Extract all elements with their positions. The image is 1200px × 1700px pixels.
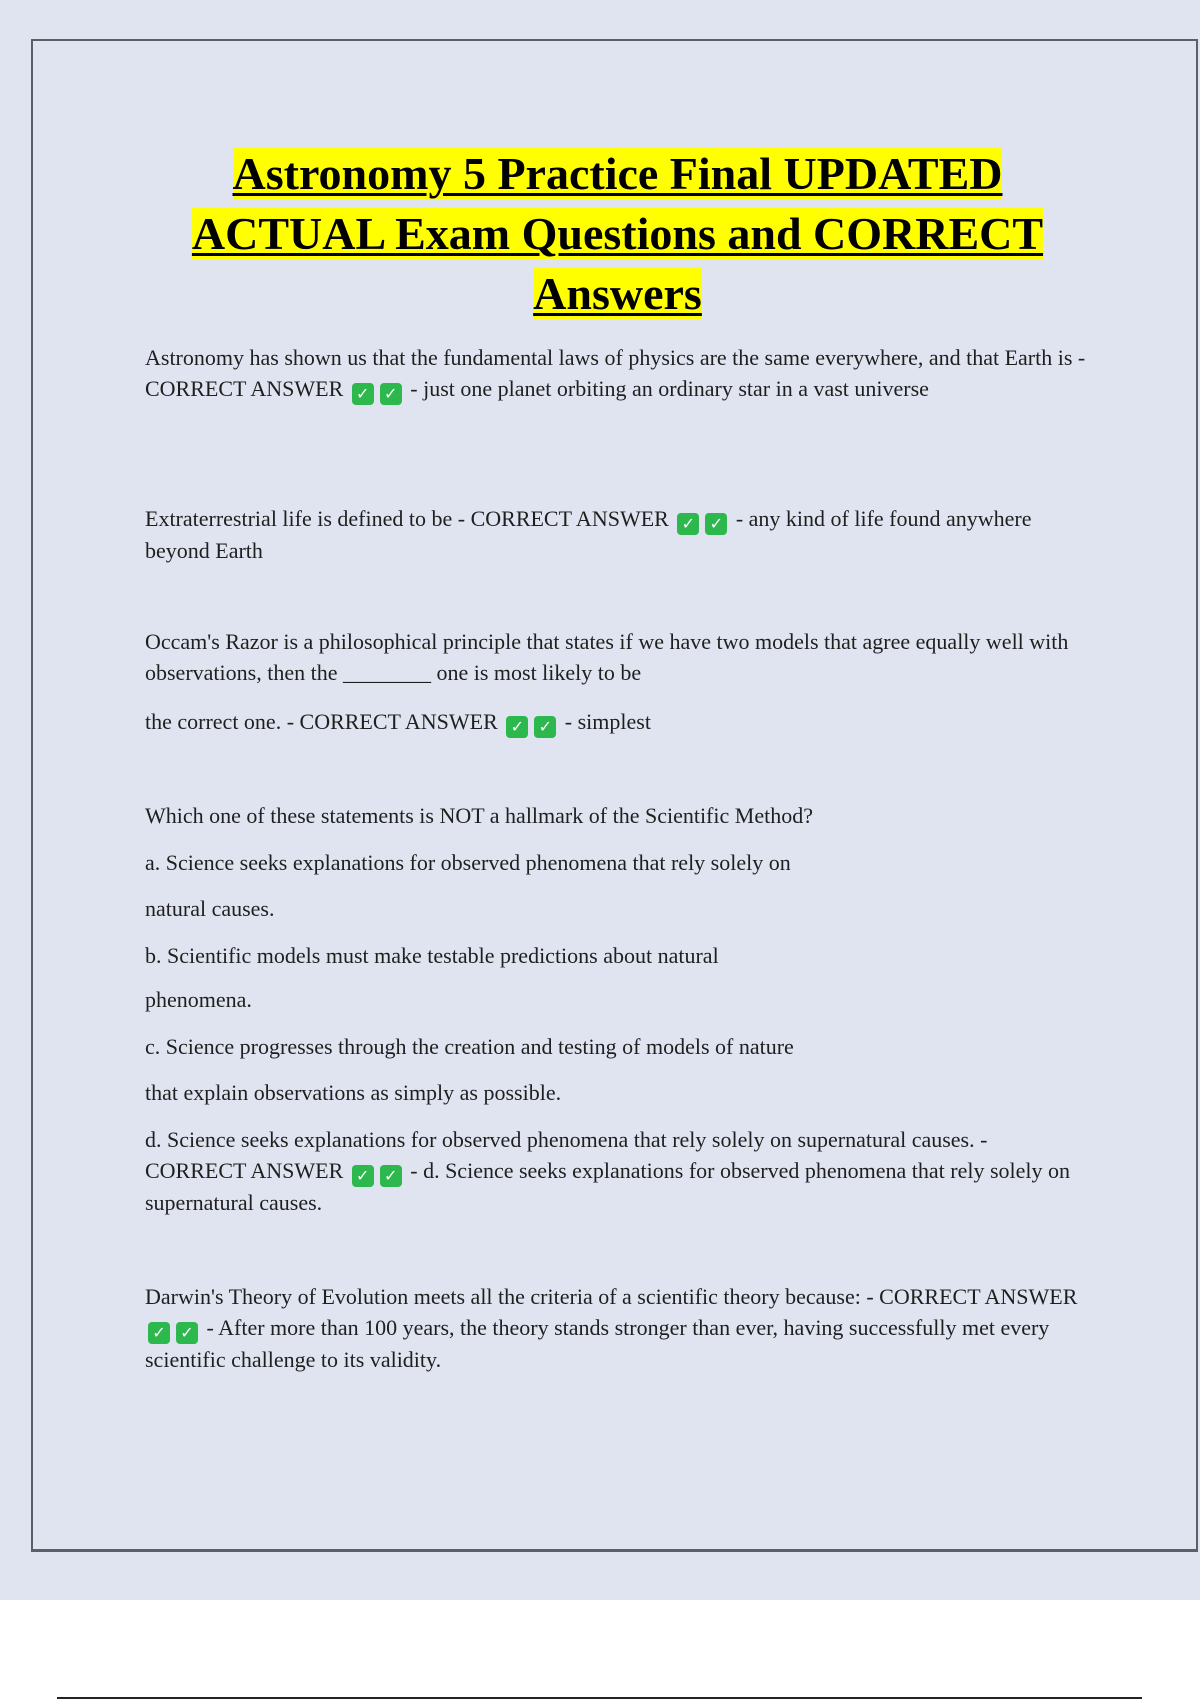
question-5-prompt: Darwin's Theory of Evolution meets all the criteria of a scientific theory because: - CORRECT ANSWER [145, 1284, 1078, 1309]
document-title [60, 144, 1175, 324]
title-line-3: Answers [533, 268, 702, 319]
check-square-icon: ✓ [677, 513, 699, 535]
bottom-divider [57, 1697, 1142, 1699]
check-square-icon: ✓ [380, 1165, 402, 1187]
question-1 [145, 342, 1090, 405]
check-square-icon: ✓ [380, 383, 402, 405]
question-2-answer: - any kind of life found anywhere beyond Earth [145, 506, 1032, 563]
check-square-icon: ✓ [506, 716, 528, 738]
question-2-prompt: Extraterrestrial life is defined to be - CORRECT ANSWER [145, 506, 669, 531]
check-square-icon: ✓ [148, 1322, 170, 1344]
option-a-line-1: a. Science seeks explanations for observed phenomena that rely solely on [145, 850, 791, 875]
question-5-answer: - After more than 100 years, the theory stands stronger than ever, having successfully met every scientific challenge to its validity. [145, 1315, 1050, 1372]
option-c-line-2: that explain observations as simply as possible. [145, 1080, 562, 1105]
question-5 [145, 1281, 1090, 1375]
question-4-answer: - d. Science seeks explanations for observed phenomena that rely solely on supernatural causes. [145, 1158, 1071, 1215]
title-line-1: Astronomy 5 Practice Final UPDATED [232, 148, 1003, 199]
question-4-prompt: d. Science seeks explanations for observed phenomena that rely solely on supernatural causes. - CORRECT ANSWER [145, 1127, 988, 1183]
question-2 [145, 503, 1090, 566]
option-a-line-2: natural causes. [145, 896, 275, 921]
title-line-2: ACTUAL Exam Questions and CORRECT [191, 208, 1044, 259]
question-4-stem: Which one of these statements is NOT a hallmark of the Scientific Method? [145, 803, 813, 828]
question-3-answer-line [145, 706, 1090, 738]
option-b-line-2: phenomena. [145, 987, 252, 1012]
question-1-answer: - just one planet orbiting an ordinary star in a vast universe [410, 376, 929, 401]
question-3-answer: - simplest [564, 709, 651, 734]
question-3-text: Occam's Razor is a philosophical principle that states if we have two models that agree equally well with observations, then the ________ one is most likely to be [145, 629, 1069, 685]
question-4-answer-block [145, 1124, 1090, 1218]
check-square-icon: ✓ [705, 513, 727, 535]
check-square-icon: ✓ [352, 1165, 374, 1187]
question-3-prompt: the correct one. - CORRECT ANSWER [145, 709, 498, 734]
question-1-prompt: Astronomy has shown us that the fundamental laws of physics are the same everywhere, and that Earth is - CORRECT ANSWER [145, 345, 1086, 401]
check-square-icon: ✓ [352, 383, 374, 405]
check-square-icon: ✓ [534, 716, 556, 738]
option-b-line-1: b. Scientific models must make testable predictions about natural [145, 943, 719, 968]
option-c-line-1: c. Science progresses through the creation and testing of models of nature [145, 1034, 794, 1059]
check-square-icon: ✓ [176, 1322, 198, 1344]
